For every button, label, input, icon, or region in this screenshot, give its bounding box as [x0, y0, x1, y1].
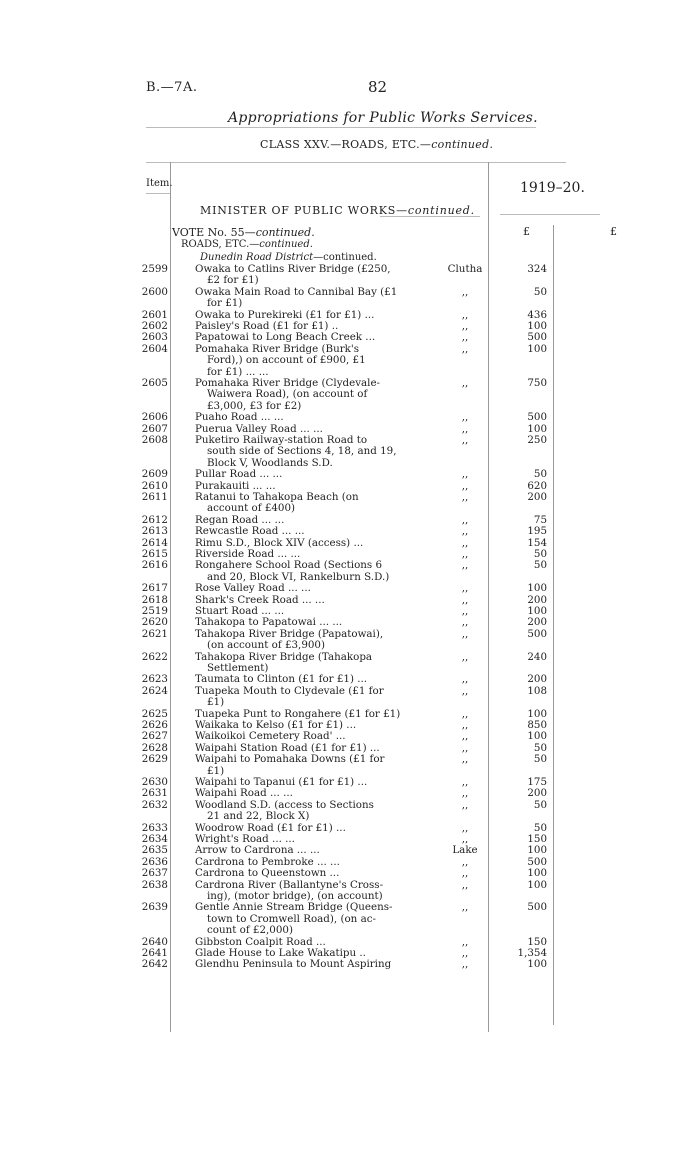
- amount-cell: 50: [533, 753, 547, 766]
- district-cell: ,,: [461, 741, 469, 754]
- item-number: 2642: [141, 958, 168, 971]
- amount-cell: 250: [527, 434, 547, 446]
- item-description: [195, 264, 405, 287]
- item-header-rule: [146, 193, 170, 194]
- district-cell: ,,: [461, 627, 469, 640]
- amount-cell: 175: [527, 776, 547, 788]
- item-number: 2640: [141, 935, 168, 948]
- minister-label: MINISTER OF PUBLIC WORKS—: [200, 204, 408, 217]
- description-line: Cardrona to Pembroke ... ...: [195, 855, 340, 868]
- description-line: Riverside Road ... ...: [195, 548, 301, 560]
- item-description: [195, 526, 405, 537]
- amount-cell: 100: [527, 582, 547, 595]
- district-cell: ,,: [461, 673, 469, 686]
- item-number: 2602: [141, 320, 168, 332]
- page-title: Appropriations for Public Works Services.: [228, 110, 538, 126]
- district-cell: ,,: [461, 582, 469, 595]
- item-number: 2627: [141, 730, 168, 743]
- item-number: 2617: [141, 582, 168, 595]
- district-cell: ,,: [461, 377, 469, 389]
- pound-sign-column-1: £: [523, 225, 530, 238]
- amount-cell: 108: [527, 684, 547, 697]
- amount-cell: 240: [527, 650, 547, 663]
- description-line: Puaho Road ... ...: [195, 411, 284, 424]
- description-line: Tahakopa to Papatowai ... ...: [195, 616, 343, 629]
- description-line: £3,000, £3 for £2): [207, 399, 302, 412]
- amount-cell: 500: [527, 627, 547, 640]
- district-cell: ,,: [461, 525, 469, 538]
- item-number: 2641: [141, 947, 168, 959]
- district-cell: ,,: [461, 536, 469, 549]
- amount-cell: 100: [527, 422, 547, 435]
- district-cell: ,,: [461, 479, 469, 492]
- description-line: Tahakopa River Bridge (Tahakopa: [195, 650, 373, 663]
- item-description: [195, 583, 405, 594]
- description-line: Regan Road ... ...: [195, 513, 285, 526]
- district-cell: ,,: [461, 753, 469, 766]
- item-description: [195, 686, 405, 709]
- item-description: [195, 880, 405, 903]
- item-number: 2605: [141, 377, 168, 389]
- district-cell: ,,: [461, 776, 469, 788]
- description-line: Rongahere School Road (Sections 6: [195, 559, 383, 572]
- description-line: £1): [207, 764, 225, 777]
- amount-cell: 150: [527, 935, 547, 948]
- item-number: 2625: [141, 707, 168, 720]
- item-number: 2612: [141, 513, 168, 526]
- amount-cell: 50: [533, 741, 547, 754]
- amount-cell: 200: [527, 593, 547, 606]
- description-line: Purakauiti ... ...: [195, 479, 276, 492]
- vote-heading: [172, 226, 315, 239]
- amount-cell: 100: [527, 320, 547, 332]
- amount-cell: 500: [527, 331, 547, 344]
- item-number: 2611: [141, 491, 168, 503]
- amount-cell: 750: [527, 377, 547, 389]
- district-cell: ,,: [461, 491, 469, 503]
- item-number: 2623: [141, 673, 168, 686]
- description-line: Rimu S.D., Block XIV (access) ...: [195, 536, 364, 549]
- amount-cell: 850: [527, 719, 547, 731]
- amount-cell: 100: [527, 707, 547, 720]
- description-line: Puerua Valley Road ... ...: [195, 422, 323, 435]
- item-number: 2624: [141, 684, 168, 697]
- item-number: 2615: [141, 548, 168, 560]
- amount-cell: 50: [533, 468, 547, 481]
- description-line: Ratanui to Tahakopa Beach (on: [195, 491, 359, 503]
- district-cell: ,,: [461, 798, 469, 811]
- item-description: [195, 868, 405, 879]
- item-number: 2600: [141, 285, 168, 298]
- amount-cell: 100: [527, 867, 547, 880]
- description-line: Paisley's Road (£1 for £1) ..: [195, 320, 339, 332]
- district-cell: ,,: [461, 901, 469, 914]
- amount-cell: 50: [533, 285, 547, 298]
- class-label: CLASS XXV.—ROADS, ETC.—: [260, 138, 432, 151]
- item-description: [195, 344, 405, 378]
- item-number: 2599: [141, 263, 168, 275]
- description-line: Gibbston Coalpit Road ...: [195, 935, 326, 948]
- amount-cell: 100: [527, 605, 547, 617]
- item-number: 2626: [141, 719, 168, 731]
- description-line: account of £400): [207, 502, 296, 515]
- item-number: 2638: [141, 878, 168, 891]
- amount-cell: 50: [533, 798, 547, 811]
- district-continued: —continued.: [313, 252, 377, 263]
- page-number: 82: [368, 78, 388, 96]
- class-continued: continued.: [431, 138, 494, 151]
- roads-heading: [181, 239, 313, 250]
- description-line: 21 and 22, Block X): [207, 810, 310, 823]
- item-number: 2636: [141, 855, 168, 868]
- description-line: £1): [207, 696, 225, 709]
- description-line: Glade House to Lake Wakatipu ..: [195, 947, 366, 959]
- year-header: 1919–20.: [520, 180, 585, 196]
- description-line: Waikaka to Kelso (£1 for £1) ...: [195, 719, 357, 731]
- description-line: Waipahi to Tapanui (£1 for £1) ...: [195, 776, 368, 788]
- item-number: 2608: [141, 434, 168, 446]
- district-cell: ,,: [461, 308, 469, 321]
- district-cell: ,,: [461, 833, 469, 845]
- item-number: 2610: [141, 479, 168, 492]
- item-number: 2630: [141, 776, 168, 788]
- amount-cell: 50: [533, 821, 547, 834]
- district-cell: ,,: [461, 548, 469, 560]
- amount-cell: 1,354: [517, 947, 547, 959]
- item-number: 2519: [141, 605, 168, 617]
- district-cell: ,,: [461, 616, 469, 629]
- item-description: [195, 435, 405, 469]
- item-description: [195, 959, 405, 970]
- description-line: Taumata to Clinton (£1 for £1) ...: [195, 673, 368, 686]
- district-cell: ,,: [461, 958, 469, 971]
- item-number: 2606: [141, 411, 168, 424]
- amount-cell: 500: [527, 411, 547, 424]
- item-description: [195, 412, 405, 423]
- district-heading: [200, 252, 377, 263]
- item-number: 2637: [141, 867, 168, 880]
- district-cell: ,,: [461, 707, 469, 720]
- amount-cell: 154: [527, 536, 547, 549]
- amount-cell: 50: [533, 559, 547, 572]
- district-cell: ,,: [461, 787, 469, 800]
- description-line: Stuart Road ... ...: [195, 605, 285, 617]
- amount-cell: 200: [527, 673, 547, 686]
- item-number: 2621: [141, 627, 168, 640]
- district-cell: ,,: [461, 285, 469, 298]
- description-line: Cardrona River (Ballantyne's Cross-: [195, 878, 384, 891]
- district-label: Dunedin Road District: [200, 252, 314, 263]
- district-cell: Lake: [452, 844, 478, 857]
- description-line: Waikoikoi Cemetery Road' ...: [195, 730, 346, 743]
- description-line: town to Cromwell Road), (on ac-: [207, 912, 376, 925]
- item-number: 2635: [141, 844, 168, 857]
- table-top-rule: [146, 162, 566, 163]
- district-cell: ,,: [461, 434, 469, 446]
- description-line: Settlement): [207, 662, 269, 674]
- district-cell: ,,: [461, 730, 469, 743]
- description-line: Tuapeka Mouth to Clydevale (£1 for: [195, 684, 384, 697]
- district-cell: ,,: [461, 593, 469, 606]
- description-line: Woodland S.D. (access to Sections: [195, 798, 374, 811]
- amount-cell: 150: [527, 833, 547, 845]
- description-line: for £1) ... ...: [207, 365, 269, 378]
- description-line: Tahakopa River Bridge (Papatowai),: [195, 627, 384, 640]
- district-cell: ,,: [461, 342, 469, 355]
- description-line: Tuapeka Punt to Rongahere (£1 for £1): [195, 707, 401, 720]
- item-description: [195, 800, 405, 823]
- description-line: Puketiro Railway-station Road to: [195, 434, 368, 446]
- description-line: Pomahaka River Bridge (Clydevale-: [195, 377, 381, 389]
- description-line: Block V, Woodlands S.D.: [207, 456, 333, 469]
- description-line: Papatowai to Long Beach Creek ...: [195, 331, 376, 344]
- amount-cell: 620: [527, 479, 547, 492]
- amount-cell: 200: [527, 616, 547, 629]
- item-number: 2628: [141, 741, 168, 754]
- minister-heading: [200, 204, 475, 217]
- roads-continued: continued.: [259, 239, 313, 250]
- description-line: Rewcastle Road ... ...: [195, 525, 305, 538]
- district-cell: ,,: [461, 878, 469, 891]
- amount-cell: 100: [527, 958, 547, 971]
- item-description: [195, 560, 405, 583]
- item-column-header: Item.: [146, 178, 173, 189]
- item-description: [195, 469, 405, 480]
- description-line: Waipahi to Pomahaka Downs (£1 for: [195, 753, 385, 766]
- amount-cell: 100: [527, 730, 547, 743]
- item-description: [195, 629, 405, 652]
- district-cell: ,,: [461, 411, 469, 424]
- item-description: [195, 287, 405, 310]
- item-description: [195, 754, 405, 777]
- description-line: Waiwera Road), (on account of: [207, 388, 368, 401]
- description-line: £2 for £1): [207, 274, 259, 287]
- description-line: Owaka to Catlins River Bridge (£250,: [195, 263, 391, 275]
- district-cell: ,,: [461, 821, 469, 834]
- description-line: for £1): [207, 297, 243, 310]
- description-line: Cardrona to Queenstown ...: [195, 867, 340, 880]
- district-cell: ,,: [461, 947, 469, 959]
- item-number: 2618: [141, 593, 168, 606]
- item-description: [195, 378, 405, 412]
- amount-cell: 100: [527, 342, 547, 355]
- description-line: Pomahaka River Bridge (Burk's: [195, 342, 360, 355]
- item-number: 2622: [141, 650, 168, 663]
- district-cell: ,,: [461, 684, 469, 697]
- description-line: Owaka Main Road to Cannibal Bay (£1: [195, 285, 398, 298]
- amount-cell: 200: [527, 491, 547, 503]
- description-line: Wright's Road ... ...: [195, 833, 295, 845]
- description-line: (on account of £3,900): [207, 639, 325, 652]
- amount-cell: 500: [527, 855, 547, 868]
- district-cell: ,,: [461, 468, 469, 481]
- description-line: Owaka to Purekireki (£1 for £1) ...: [195, 308, 375, 321]
- description-line: Glendhu Peninsula to Mount Aspiring: [195, 958, 392, 971]
- description-line: Waipahi Station Road (£1 for £1) ...: [195, 741, 380, 754]
- item-description: [195, 902, 405, 936]
- district-cell: ,,: [461, 422, 469, 435]
- item-number: 2629: [141, 753, 168, 766]
- vote-label: VOTE No. 55—: [172, 226, 256, 239]
- item-number: 2601: [141, 308, 168, 321]
- amount-cell: 200: [527, 787, 547, 800]
- amount-cell: 436: [527, 308, 547, 321]
- header-rule: [146, 127, 536, 128]
- district-cell: ,,: [461, 320, 469, 332]
- amount-cell: 50: [533, 548, 547, 560]
- amount-cell: 75: [533, 513, 547, 526]
- amount-cell: 324: [527, 263, 547, 275]
- description-line: Gentle Annie Stream Bridge (Queens-: [195, 901, 393, 914]
- amount-cell: 100: [527, 844, 547, 857]
- pound-sign-column-2: £: [610, 225, 617, 238]
- description-line: Pullar Road ... ...: [195, 468, 283, 481]
- description-line: ing), (motor bridge), (on account): [207, 890, 383, 902]
- item-number: 2614: [141, 536, 168, 549]
- description-line: Rose Valley Road ... ...: [195, 582, 311, 595]
- item-number: 2603: [141, 331, 168, 344]
- amount-column-divider: [553, 225, 554, 1025]
- district-cell: ,,: [461, 855, 469, 868]
- item-description: [195, 652, 405, 675]
- item-number: 2631: [141, 787, 168, 800]
- item-number: 2632: [141, 798, 168, 811]
- vote-continued: continued.: [255, 226, 315, 239]
- item-column-divider: [170, 162, 171, 1032]
- item-number: 2609: [141, 468, 168, 481]
- description-line: and 20, Block VI, Rankelburn S.D.): [207, 570, 390, 583]
- district-cell: ,,: [461, 331, 469, 344]
- roads-label: ROADS, ETC.—: [181, 239, 260, 250]
- item-number: 2604: [141, 342, 168, 355]
- item-number: 2639: [141, 901, 168, 914]
- amount-cell: 500: [527, 901, 547, 914]
- district-cell: ,,: [461, 650, 469, 663]
- description-line: Shark's Creek Road ... ...: [195, 593, 325, 606]
- amount-cell: 100: [527, 878, 547, 891]
- item-number: 2633: [141, 821, 168, 834]
- district-cell: Clutha: [447, 263, 483, 275]
- district-cell: ,,: [461, 513, 469, 526]
- amount-cell: 195: [527, 525, 547, 538]
- district-cell: ,,: [461, 559, 469, 572]
- class-heading: [260, 138, 493, 151]
- description-line: Ford),) on account of £900, £1: [207, 354, 366, 367]
- description-line: Waipahi Road ... ...: [195, 787, 293, 800]
- description-line: Arrow to Cardrona ... ...: [195, 844, 320, 857]
- document-code: B.—7A.: [146, 80, 198, 95]
- district-cell: ,,: [461, 605, 469, 617]
- item-number: 2634: [141, 833, 168, 845]
- district-cell: ,,: [461, 719, 469, 731]
- year-rule: [500, 214, 600, 215]
- description-line: south side of Sections 4, 18, and 19,: [207, 445, 397, 458]
- district-cell: ,,: [461, 935, 469, 948]
- item-number: 2616: [141, 559, 168, 572]
- item-number: 2607: [141, 422, 168, 435]
- minister-continued: continued.: [407, 204, 475, 217]
- description-line: Woodrow Road (£1 for £1) ...: [195, 821, 346, 834]
- item-number: 2620: [141, 616, 168, 629]
- district-cell: ,,: [461, 867, 469, 880]
- description-line: count of £2,000): [207, 924, 293, 937]
- item-description: [195, 492, 405, 515]
- item-number: 2613: [141, 525, 168, 538]
